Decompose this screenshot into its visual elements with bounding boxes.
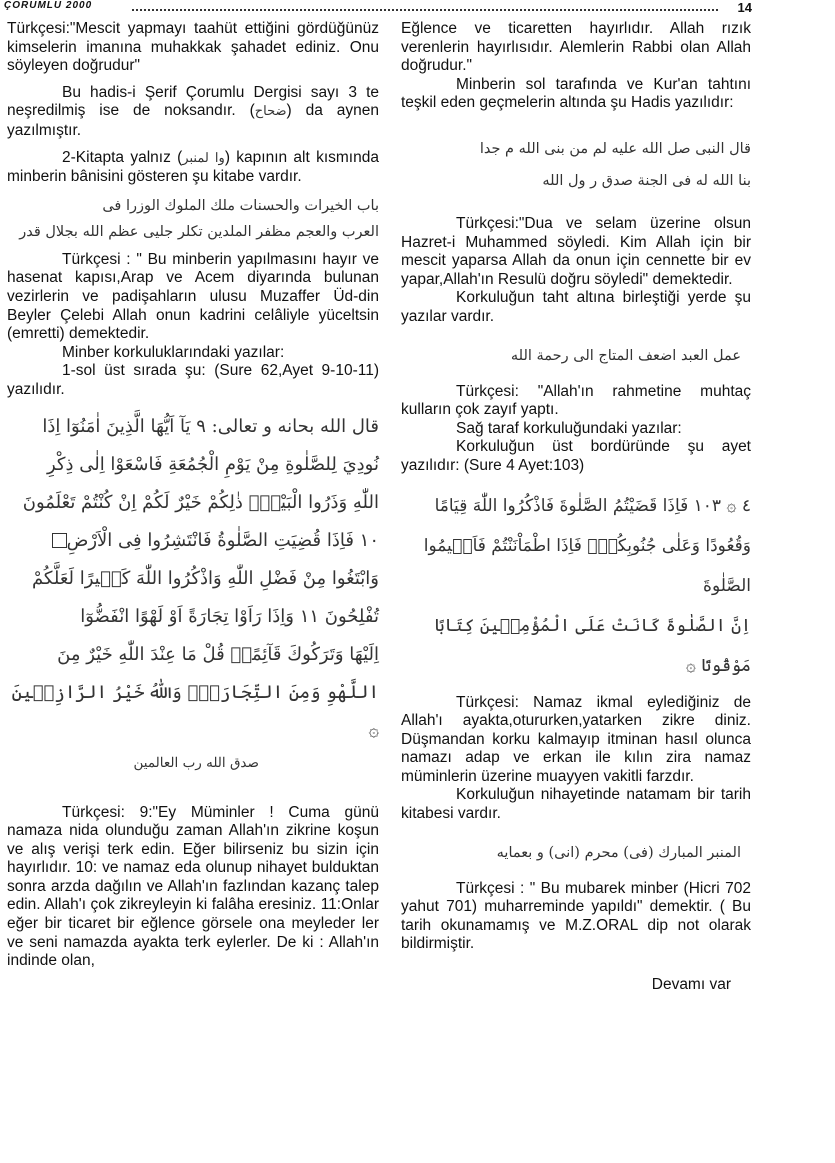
paragraph: Türkçesi: 9:"Ey Müminler ! Cuma günü namaza nida olunduğu zaman Allah'ın zikrine koşun ve alış verişi terk edin. Eğer bilirseniz bu sizin için hayırlıdır. 10: ve namaz eda olunup nihayet bulduktan sonra arzda dağılın ve Allah'ın fazlından kazanç talep edin. Allah'ı çok zikreyleyin ki falâha eresiniz. 11:Onlar eğer bir ticaret bir eğlence görsele ona meyleder ler ve seni namazda ayakta terk eylerler. De ki : Allah'ın indinde olan,	[7, 803, 379, 970]
paragraph: Türkçesi: Namaz ikmal eylediğiniz de Allah'ı ayakta,otururken,yatarken zikre diniz. Düşmandan korku kalmayıp itminan hasıl olunca namazı adap ve erkan ile kılın zira namaz müminlerin üzerine muayyen vakitli farzdır.	[401, 693, 751, 785]
arabic-date-inscription	[401, 838, 751, 868]
paragraph: Minber korkuluklarındaki yazılar:	[62, 343, 285, 361]
arabic-line: وَابْتَغُوا مِنْ فَضْلِ اللّٰهِ وَاذْكُرُوا اللّٰهَ كَث۪يرًا لَعَلَّكُمْ	[31, 567, 379, 589]
paragraph: Korkuluğun taht altına birleştiği yerde şu yazılar vardır.	[401, 289, 751, 325]
arabic-line: اِنَّ الصَّلٰوةَ كَانَتْ عَلَى الْمُؤْمِن۪ينَ كِتَابًا مَوْقُوتًا ۞	[434, 615, 751, 676]
right-column	[401, 20, 751, 995]
paragraph: Türkçesi: "Allah'ın rahmetine muhtaç kulların çok zayıf yaptı.	[401, 382, 751, 419]
continued-note: Devamı var	[651, 976, 731, 994]
arabic-line: اللّٰهِ وَذَرُوا الْبَيْعَۜ ذٰلِكُمْ خَيْرٌ لَكُمْ اِنْ كُنْتُمْ تَعْلَمُونَ	[22, 491, 379, 513]
arabic-line: قال النبى صل الله عليه لم من بنى الله م جدا	[479, 140, 751, 157]
arabic-line: العرب والعجم مظفر الملدين تكلر جليى عظم الله بجلال قدر	[19, 223, 379, 240]
arabic-line: ٤ ۞ ١٠٣ فَاِذَا قَضَيْتُمُ الصَّلٰوةَ فَاذْكُرُوا اللّٰهَ قِيَامًا	[434, 495, 751, 516]
arabic-line: تُفْلِحُونَ ١١ وَاِذَا رَاَوْا تِجَارَةً اَوْ لَهْوًا انْفَضُّوٓا	[80, 605, 379, 627]
paragraph: Minberin sol tarafında ve Kur'an tahtını teşkil eden geçmelerin altında şu Hadis yazılıdır:	[401, 75, 751, 112]
arabic-line: اِلَيْهَا وَتَرَكُوكَ قَآئِمًاۜ قُلْ مَا عِنْدَ اللّٰهِ خَيْرٌ مِنَ	[57, 643, 379, 665]
arabic-line: بنا الله له فى الجنة صدق ر ول الله	[542, 172, 751, 189]
arabic-inline: ضحاح	[254, 104, 287, 120]
arabic-line: عمل العبد اضعف المتاج الى رحمة الله	[510, 347, 741, 364]
arabic-line: المنبر المبارك (فى) محرم (انى) و بعمايه	[496, 844, 741, 861]
paragraph: Sağ taraf korkuluğundaki yazılar:	[456, 419, 682, 437]
quran-verses	[401, 486, 751, 686]
arabic-inscription	[7, 193, 379, 245]
arabic-line: باب الخيرات والحسنات ملك الملوك الوزرا فى	[102, 197, 379, 214]
arabic-line: اللَّهْوِ وَمِنَ التِّجَارَةِۜ وَاللّٰهُ خَيْرُ الرَّازِق۪ينَ ۞	[11, 681, 379, 741]
paragraph: 1-sol üst sırada şu: (Sure 62,Ayet 9-10-11) yazılıdır.	[7, 362, 379, 398]
box-glyph-icon	[52, 533, 67, 548]
paragraph: Türkçesi : " Bu minberin yapılmasını hayır ve hasenat kapısı,Arap ve Acem diyarında bulunan vezirlerin ve padişahların ulusu Muzaffer Üd-din Beyler Çelebi Allah onun kadrini celâliyle yüceltsin (emretti) demektedir.	[7, 250, 379, 343]
quran-verses	[7, 408, 379, 750]
header-dotted-rule	[132, 9, 718, 11]
page-number: 14	[737, 0, 752, 15]
paragraph: Eğlence ve ticaretten hayırlıdır. Allah rızık verenlerin hayırlısıdır. Alemlerin Rabbi olan Allah doğrudur."	[401, 20, 751, 75]
paragraph: Türkçesi:"Dua ve selam üzerine olsun Hazret-i Muhammed söyledi. Kim Allah için bir mescit yaparsa Allah da onun için cennette bir ev yapar,Allah'ın Resulü doğru söyledi" demektedir.	[401, 214, 751, 288]
arabic-line: نُودِيَ لِلصَّلٰوةِ مِنْ يَوْمِ الْجُمُعَةِ فَاسْعَوْا اِلٰى ذِكْرِ	[46, 453, 379, 475]
arabic-line: ١٠ فَاِذَا قُضِيَتِ الصَّلٰوةُ فَانْتَشِرُوا فِى الْاَرْضِ	[7, 522, 379, 560]
magazine-title: ÇORUMLU 2000	[4, 0, 93, 11]
arabic-closing: صدق الله رب العالمين	[133, 754, 259, 771]
page-header	[4, 0, 752, 16]
arabic-hadith	[401, 133, 751, 197]
arabic-line: قال الله بحانه و تعالى: ٩ يَآ اَيُّهَا الَّذِينَ اٰمَنُوٓا اِذَا	[42, 415, 379, 437]
left-column	[7, 20, 379, 971]
paragraph: Korkuluğun üst bordüründe şu ayet yazılıdır: (Sure 4 Ayet:103)	[401, 438, 751, 474]
paragraph: Korkuluğun nihayetinde natamam bir tarih kitabesi vardır.	[401, 786, 751, 823]
paragraph: Bu hadis-i Şerif Çorumlu Dergisi sayı 3 te neşredilmiş ise de noksandır. (ضحاح) da aynen yazılmıştır.	[7, 83, 379, 139]
arabic-inscription	[401, 341, 751, 371]
paragraph: Türkçesi:"Mescit yapmayı taahüt ettiğini gördüğünüz kimselerin imanına muhakkak şahadet ediniz. Onu söyleyen doğrudur"	[7, 20, 379, 75]
paragraph: 2-Kitapta yalnız (وا لمنبر) kapının alt kısmında minberin bânisini gösteren şu kitabe vardır.	[7, 148, 379, 186]
paragraph: Türkçesi : " Bu mubarek minber (Hicri 702 yahut 701) muharreminde yapıldı" demektir. ( Bu tarih okunamamış ve M.Z.ORAL dip not olarak bildirmiştir.	[401, 879, 751, 953]
arabic-inline: وا لمنبر	[182, 150, 225, 166]
arabic-line: وَقُعُودًا وَعَلٰى جُنُوبِكُمْۚ فَاِذَا اطْمَاْنَنْتُمْ فَاَق۪يمُوا الصَّلٰوةَ	[423, 535, 751, 596]
